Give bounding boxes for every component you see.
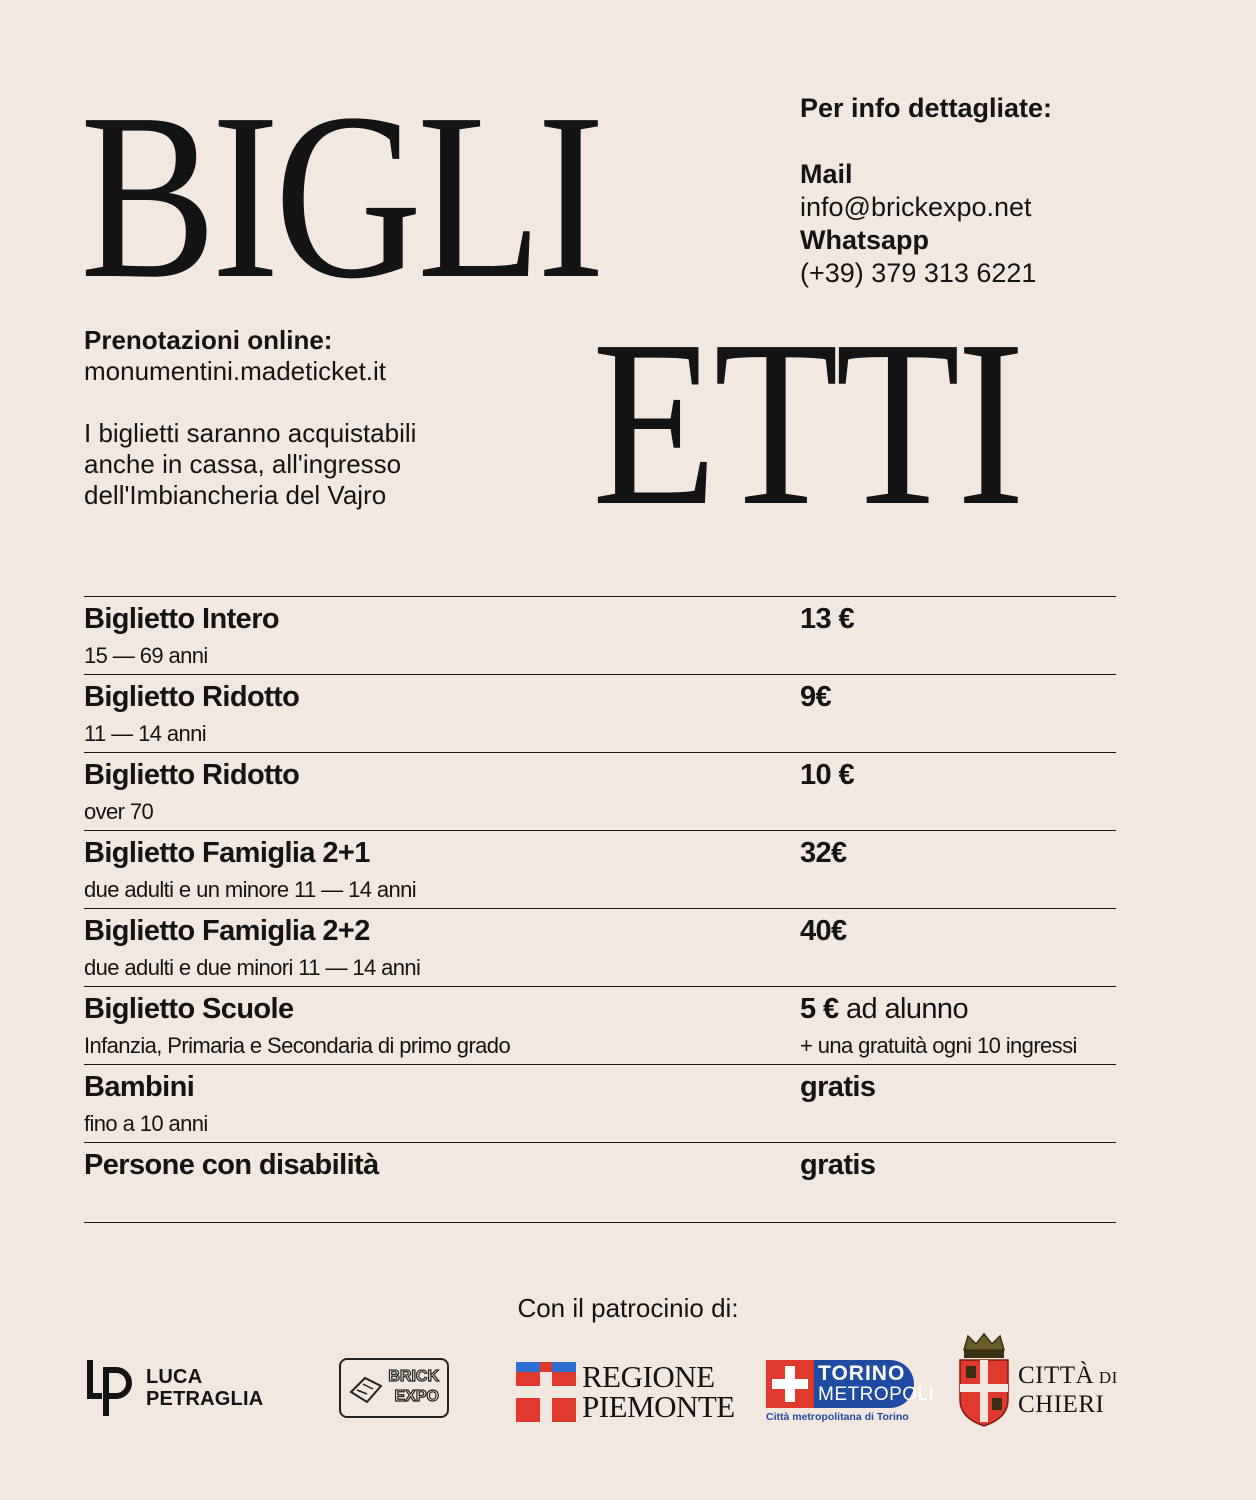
info-block (800, 92, 1052, 290)
ticket-name: Biglietto Intero (84, 603, 280, 635)
ticket-price-amount: 5 € (800, 993, 839, 1025)
price-row (84, 674, 1116, 752)
ticket-price-note: + una gratuità ogni 10 ingressi (800, 1033, 1077, 1058)
ticket-price: 9€ (800, 681, 832, 713)
ticket-name: Biglietto Famiglia 2+2 (84, 915, 370, 947)
torino-metropoli-logo (766, 1360, 935, 1423)
regione-line: REGIONE (582, 1359, 715, 1394)
piemonte-text (582, 1359, 735, 1424)
lp-monogram-icon (84, 1356, 134, 1420)
ticket-detail: over 70 (84, 799, 154, 824)
luca-line: LUCA (146, 1366, 203, 1388)
ticket-price-unit: ad alunno (838, 993, 968, 1025)
booking-block (84, 325, 416, 511)
brick-icon (347, 1368, 387, 1408)
booking-note (84, 418, 416, 511)
price-row (84, 752, 1116, 830)
citta-word: CITTÀ (1018, 1362, 1095, 1389)
booking-label: Prenotazioni online: (84, 325, 333, 355)
luca-petraglia-logo (84, 1356, 263, 1420)
piemonte-shield-icon (516, 1362, 576, 1422)
chieri-coat-of-arms-icon (958, 1332, 1010, 1428)
metropoli-text: METROPOLI (818, 1384, 935, 1405)
ticket-name: Bambini (84, 1071, 195, 1103)
ticket-price: 10 € (800, 759, 855, 791)
ticket-price: gratis (800, 1071, 876, 1103)
torino-badge (766, 1360, 935, 1408)
ticket-detail: due adulti e due minori 11 — 14 anni (84, 955, 421, 980)
ticket-name: Persone con disabilità (84, 1149, 379, 1181)
ticket-name: Biglietto Ridotto (84, 759, 300, 791)
whatsapp-value[interactable]: (+39) 379 313 6221 (800, 258, 1037, 288)
title-bigli: BIGLI (80, 65, 600, 328)
piemonte-line: PIEMONTE (582, 1389, 735, 1424)
citta-di-chieri-logo (958, 1332, 1118, 1428)
brick-expo-logo (339, 1358, 449, 1418)
ticket-name: Biglietto Scuole (84, 993, 294, 1025)
ticket-detail: fino a 10 anni (84, 1111, 208, 1136)
chieri-word: CHIERI (1018, 1391, 1105, 1418)
luca-petraglia-text (146, 1366, 263, 1410)
booking-note-line: anche in cassa, all'ingresso (84, 449, 402, 479)
whatsapp-label: Whatsapp (800, 225, 930, 255)
ticket-detail: 11 — 14 anni (84, 721, 207, 746)
title-etti: ETTI (592, 292, 1022, 555)
price-row (84, 596, 1116, 674)
mail-label: Mail (800, 159, 853, 189)
ticket-price: 32€ (800, 837, 847, 869)
di-word: DI (1094, 1368, 1118, 1387)
price-row (84, 1142, 1116, 1222)
chieri-text (1018, 1362, 1118, 1418)
price-table (84, 596, 1116, 1223)
ticket-name: Biglietto Famiglia 2+1 (84, 837, 370, 869)
ticket-price: 40€ (800, 915, 847, 947)
torino-text: TORINO (818, 1362, 906, 1385)
regione-piemonte-logo (516, 1359, 735, 1424)
ticket-detail: due adulti e un minore 11 — 14 anni (84, 877, 417, 902)
ticket-detail: Infanzia, Primaria e Secondaria di primo grado (84, 1033, 511, 1058)
booking-url[interactable]: monumentini.madeticket.it (84, 356, 387, 386)
expo-text: EXPO (394, 1388, 439, 1405)
ticket-price (800, 993, 968, 1026)
booking-note-line: dell'Imbiancheria del Vajro (84, 480, 387, 510)
ticket-price: gratis (800, 1149, 876, 1181)
brick-text: BRICK (388, 1368, 439, 1385)
mail-value[interactable]: info@brickexpo.net (800, 192, 1032, 222)
price-row (84, 830, 1116, 908)
sponsor-logos (0, 1330, 1200, 1440)
price-row (84, 1064, 1116, 1142)
info-heading: Per info dettagliate: (800, 93, 1053, 123)
ticket-detail: 15 — 69 anni (84, 643, 208, 668)
ticket-name: Biglietto Ridotto (84, 681, 300, 713)
petraglia-line: PETRAGLIA (146, 1388, 264, 1410)
torino-cross-icon (766, 1360, 814, 1408)
ticket-price: 13 € (800, 603, 855, 635)
price-row (84, 986, 1116, 1064)
torino-caption: Città metropolitana di Torino (766, 1411, 909, 1423)
price-row (84, 908, 1116, 986)
patronage-label: Con il patrocinio di: (517, 1293, 739, 1323)
booking-note-line: I biglietti saranno acquistabili (84, 418, 417, 448)
